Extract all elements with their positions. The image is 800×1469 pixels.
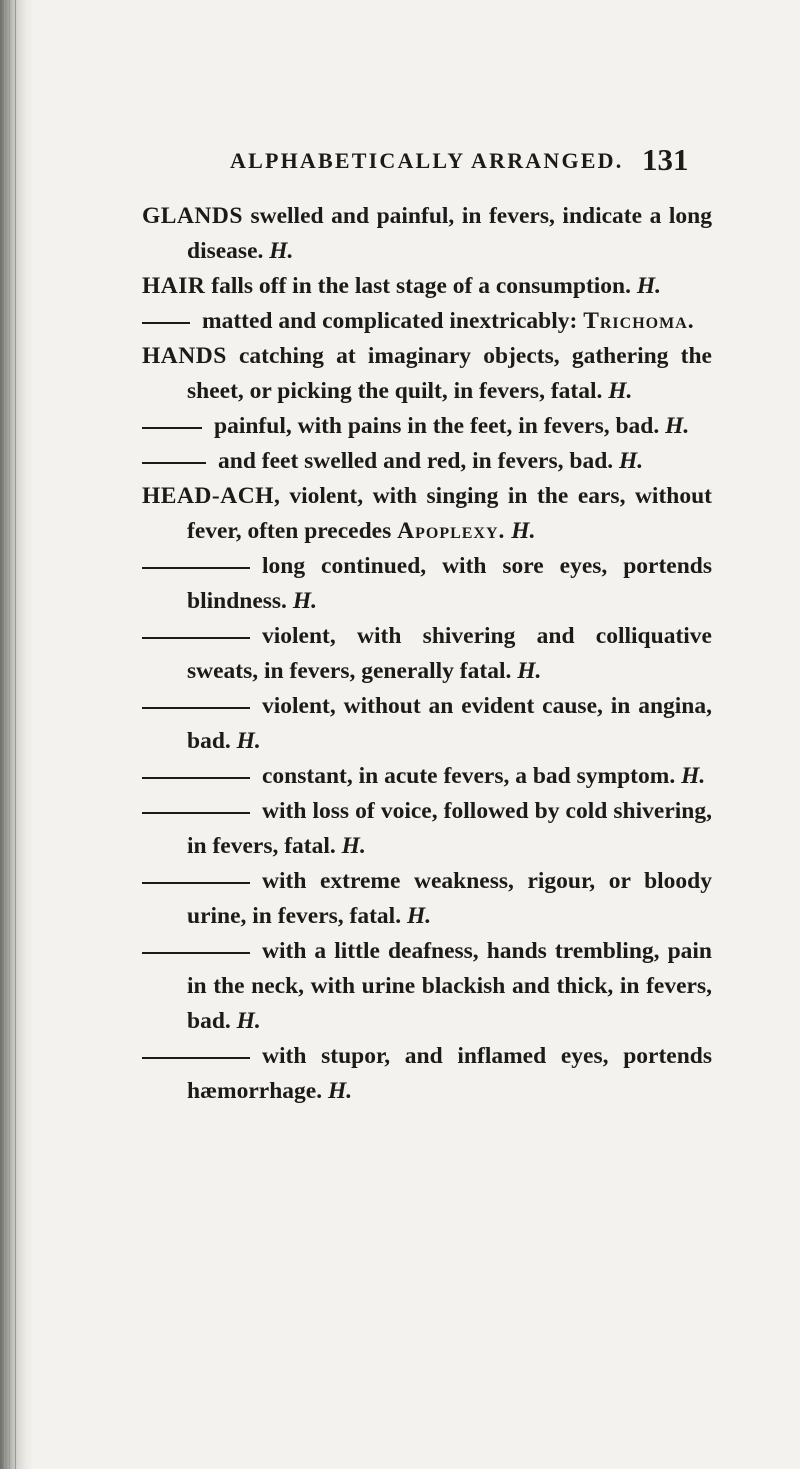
entry-hair — [142, 269, 712, 304]
entry-head-ach-sub — [142, 794, 712, 864]
entry-source: H. — [236, 1008, 261, 1034]
entry-text: violent, without an evident cause, in angina, bad. — [187, 693, 712, 754]
entry-text: with extreme weakness, rigour, or bloody urine, in fevers, fatal. — [187, 868, 712, 929]
entry-source: H. — [511, 518, 536, 544]
entry-text: and feet swelled and red, in fevers, bad. — [218, 448, 620, 474]
entry-text: matted and complicated inextricably: — [202, 308, 584, 334]
ditto-dash — [142, 462, 206, 464]
entry-hands-sub — [142, 409, 712, 444]
entry-hands-sub — [142, 444, 712, 479]
entry-text: with a little deafness, hands trembling, pain in the neck, with urine blackish and thick, in fevers, bad. — [187, 938, 712, 1034]
dictionary-entries — [142, 199, 712, 1109]
entry-glands — [142, 199, 712, 269]
entry-cross-reference: Trichoma. — [583, 308, 695, 334]
entry-text: with loss of voice, followed by cold shivering, in fevers, fatal. — [187, 798, 712, 859]
entry-text: catching at imaginary objects, gathering the sheet, or picking the quilt, in fevers, fatal. — [187, 343, 712, 404]
entry-text: with stupor, and inflamed eyes, portends hæmorrhage. — [187, 1043, 712, 1104]
entry-text: falls off in the last stage of a consumption. — [205, 273, 637, 299]
ditto-dash — [142, 812, 250, 814]
entry-head-ach-sub — [142, 864, 712, 934]
entry-text: long continued, with sore eyes, portends blindness. — [187, 553, 712, 614]
entry-source: H. — [292, 588, 317, 614]
entry-hands — [142, 339, 712, 409]
entry-text: constant, in acute fevers, a bad symptom. — [262, 763, 682, 789]
ditto-dash — [142, 567, 250, 569]
entry-headword: HANDS — [142, 343, 227, 369]
entry-text: swelled and painful, in fevers, indicate a long disease. — [187, 203, 712, 264]
entry-head-ach-sub — [142, 619, 712, 689]
entry-source: H. — [681, 763, 706, 789]
entry-source: H. — [608, 378, 633, 404]
running-head — [0, 142, 800, 188]
ditto-dash — [142, 322, 190, 324]
ditto-dash — [142, 427, 202, 429]
entry-hair-sub — [142, 304, 712, 339]
entry-headword: HEAD-ACH — [142, 483, 274, 509]
entry-text: , violent, with singing in the ears, without fever, often precedes — [187, 483, 712, 544]
entry-source: H. — [327, 1078, 353, 1104]
entry-source: H. — [665, 413, 690, 439]
ditto-dash — [142, 1057, 250, 1059]
entry-source: H. — [269, 238, 294, 264]
entry-cross-reference: Apoplexy. — [397, 518, 506, 544]
entry-source: H. — [341, 833, 366, 859]
entry-head-ach-sub — [142, 689, 712, 759]
entry-text: painful, with pains in the feet, in fevers, bad. — [214, 413, 666, 439]
entry-head-ach — [142, 479, 712, 549]
ditto-dash — [142, 777, 250, 779]
page-number: 131 — [642, 142, 689, 177]
entry-source: H. — [236, 728, 261, 754]
entry-head-ach-sub — [142, 934, 712, 1039]
entry-source: H. — [517, 658, 542, 684]
ditto-dash — [142, 637, 250, 639]
entry-headword: HAIR — [142, 273, 206, 299]
entry-headword: GLANDS — [142, 203, 243, 229]
entry-source: H. — [406, 903, 432, 929]
ditto-dash — [142, 707, 250, 709]
entry-source: H. — [619, 448, 644, 474]
entry-head-ach-sub — [142, 759, 712, 794]
ditto-dash — [142, 952, 250, 954]
entry-head-ach-sub — [142, 549, 712, 619]
ditto-dash — [142, 882, 250, 884]
entry-source: H. — [636, 273, 662, 299]
entry-head-ach-sub — [142, 1039, 712, 1109]
running-head-title: ALPHABETICALLY ARRANGED. — [230, 148, 624, 173]
entry-text: violent, with shivering and colliquative sweats, in fevers, generally fatal. — [187, 623, 712, 684]
